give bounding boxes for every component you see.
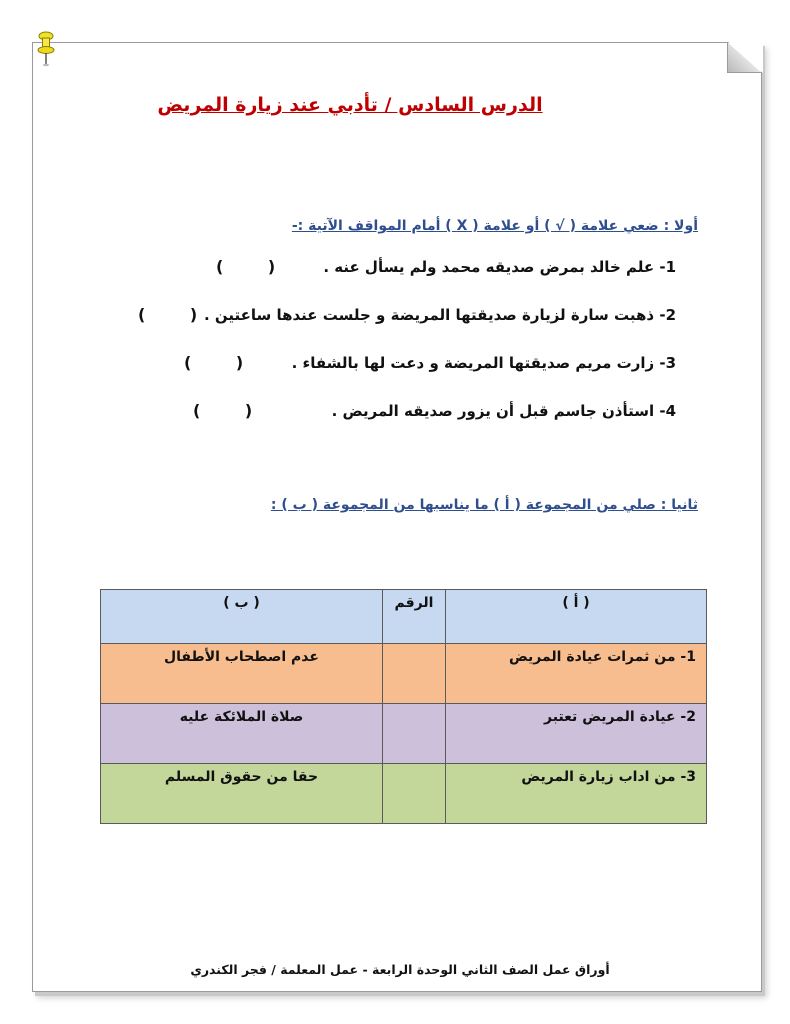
answer-blank-3[interactable]: ( ) (184, 353, 244, 372)
group-b-item-3: حقا من حقوق المسلم (101, 764, 383, 824)
number-cell-3[interactable] (383, 764, 446, 824)
statement-1: 1- علم خالد بمرض صديقه محمد ولم يسأل عنه . (323, 258, 676, 276)
header-group-b: ( ب ) (101, 590, 383, 644)
page-title: الدرس السادس / تأدبي عند زيارة المريض (157, 94, 543, 116)
header-group-a: ( أ ) (446, 590, 707, 644)
group-b-item-1: عدم اصطحاب الأطفال (101, 644, 383, 704)
table-row (101, 764, 707, 824)
answer-blank-2[interactable]: ( ) (138, 305, 198, 324)
group-a-item-1: 1- من ثمرات عيادة المريض (446, 644, 707, 704)
statement-3: 3- زارت مريم صديقتها المريضة و دعت لها بالشفاء . (291, 354, 676, 372)
section-2-heading: ثانيا : صلي من المجموعة ( أ ) ما يناسبها من المجموعة ( ب ) : (270, 497, 698, 513)
matching-table (100, 589, 707, 824)
table-row (101, 644, 707, 704)
answer-blank-4[interactable]: ( ) (193, 401, 253, 420)
page-footer: أوراق عمل الصف الثاني الوحدة الرابعة - عمل المعلمة / فجر الكندري (190, 962, 610, 977)
group-a-item-2: 2- عيادة المريض تعتبر (446, 704, 707, 764)
answer-blank-1[interactable]: ( ) (216, 257, 276, 276)
number-cell-1[interactable] (383, 644, 446, 704)
table-row (101, 704, 707, 764)
statement-4: 4- استأذن جاسم قبل أن يزور صديقه المريض . (331, 402, 676, 420)
section-1-heading: أولا : ضعي علامة ( √ ) أو علامة ( X ) أمام المواقف الآتية :- (291, 218, 698, 234)
statement-2: 2- ذهبت سارة لزيارة صديقتها المريضة و جلست عندها ساعتين . (203, 306, 676, 324)
header-number: الرقم (383, 590, 446, 644)
number-cell-2[interactable] (383, 704, 446, 764)
worksheet-page (32, 42, 762, 992)
group-a-item-3: 3- من اداب زيارة المريض (446, 764, 707, 824)
pushpin-icon (35, 30, 57, 68)
group-b-item-2: صلاة الملائكة عليه (101, 704, 383, 764)
table-header-row (101, 590, 707, 644)
